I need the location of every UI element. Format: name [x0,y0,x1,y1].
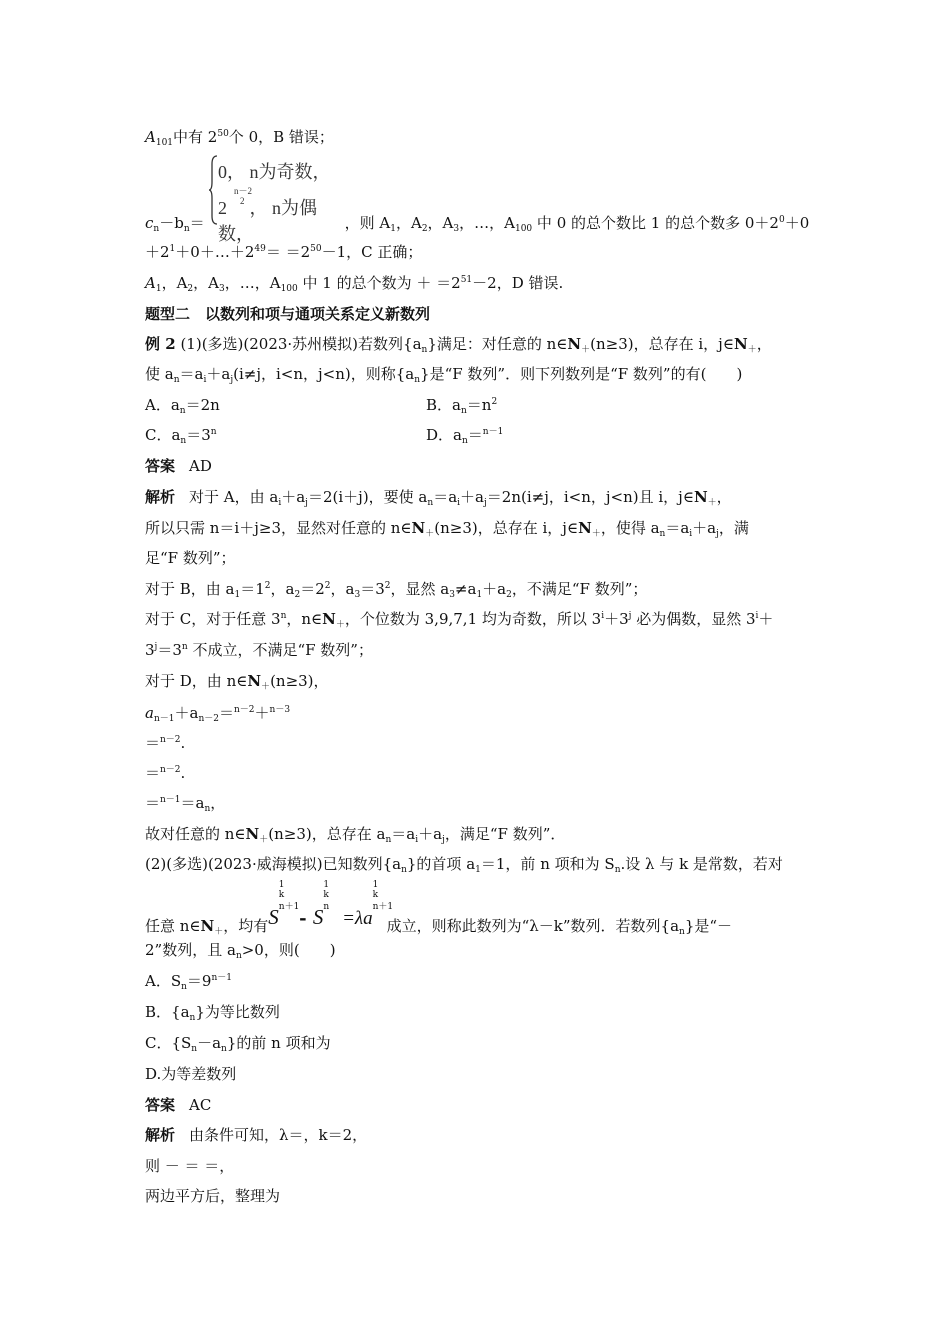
line-13: 足“F 数列”； [145,549,236,567]
answer-1: 答案 AD [145,457,212,475]
answer-2: 答案 AC [145,1096,212,1114]
option-c: C．$a_n=3^n$ [145,426,217,446]
line-20: ＝$^{n-2}$. [145,764,186,782]
line-33: 两边平方后，整理为 [145,1187,281,1205]
line-7: 使 $a_n=a_i+a_j(i\ne j$，i<n，j<n)，则称$\{a_n\}$是“F 数列”．则下列数列是“F 数列”的有( ) [145,365,743,385]
line-24: 任意 $n\in N_+$，均有S 1 k n＋1 - S 1 k n =λa 1 k n＋1 成立，则称此数列为“λ－k”数列．若数列$\{a_n\}$是“－ [145,880,733,937]
line-1: $A_{101}$中有 $2^{50}$个 0，B 错误； [145,128,334,148]
case-odd: 0， n为奇数， [218,162,331,182]
line-15: 对于 C，对于任意 3$^n$，$n\in N_+$，个位数为 3,9,7,1 均为奇数，所以 $3^i+3^j$ 必为偶数，显然 $3^i+$ [145,610,774,630]
section-title: 题型二 以数列和项与通项关系定义新数列 [145,305,431,323]
line-17: 对于 D，由 $n\in N_+(n\ge 3)$， [145,672,329,692]
line-19: ＝$^{n-2}$. [145,734,186,752]
line-12: 所以只需 n＝i＋j≥3，显然对任意的 $n\in N_+(n\ge 3)$，总存在 i，$j\in N_+$，使得 $a_n=a_i+a_j$，满 [145,519,749,539]
line-16: $3^j=3^n$ 不成立，不满足“F 数列”； [145,641,373,659]
option-2a: A．$S_n=9^{n-1}$ [145,972,232,992]
option-2c: C．$\{S_n-a_n\}$的前 n 项和为 [145,1034,331,1054]
line-14: 对于 B，由 $a_1=1^2$，$a_2=2^2$，$a_3=3^2$，显然 $a_3\ne a_1+a_2$，不满足“F 数列”； [145,580,648,600]
option-b: B．$a_n=n^2$ [426,396,498,416]
case-even: 2 n－2 2 ， n为偶数， [218,186,317,244]
condition-formula: S 1 k n＋1 - S 1 k n =λa 1 k n＋1 [268,880,394,929]
line-11: 解析 对于 A，由 $a_i+a_j=2(i+j)$，要使 $a_n=a_i+a_j=2n(i\ne j$，i<n，j<n)且 i，$j\in N_+$， [145,488,732,508]
option-d: D．$a_n=^{n-1}$ [426,426,504,446]
line-22: 故对任意的 $n\in N_+(n\ge 3)$，总存在 $a_n=a_i+a_j$，满足“F 数列”． [145,825,566,845]
line-25: 2”数列，且 $a_n>0$，则( ) [145,941,336,961]
option-a: A．$a_n=2n$ [145,396,220,416]
line-23: (2)(多选)(2023·威海模拟)已知数列$\{a_n\}$的首项 $a_1=1$，前 n 项和为 $S_n$.设 λ 与 k 是常数，若对 [145,855,783,875]
line-3: $+2^1+0+\dots+2^{49}= =2^{50}-1$，C 正确； [145,243,423,261]
line-6: 例 2 (1)(多选)(2023·苏州模拟)若数列$\{a_n\}$满足：对任意的 $n\in N_+(n\ge 3)$，总存在 i，$j\in N_+$， [145,335,772,355]
option-2b: B．$\{a_n\}$为等比数列 [145,1003,280,1023]
option-2d: D.为等差数列 [145,1065,237,1083]
line-32: 则 － ＝ ＝， [145,1157,235,1175]
line-31: 解析 由条件可知，λ＝，k＝2， [145,1126,368,1144]
line-21: $=^{n-1}=a_n$， [145,794,226,814]
line-4: $A_1$，$A_2$，$A_3$，…，$A_{100}$ 中 1 的总个数为 ＋ $=2^{51}-2$，D 错误. [145,274,564,294]
line-2: $c_n-b_n=$ ，则 $A_1$，$A_2$，$A_3$，…，$A_{100}$ 中 0 的总个数比 1 的总个数多 $0+2^0+0$ [145,214,810,234]
line-18: $a_{n-1}+a_{n-2}=^{n-2}+^{n-3}$ [145,704,291,724]
